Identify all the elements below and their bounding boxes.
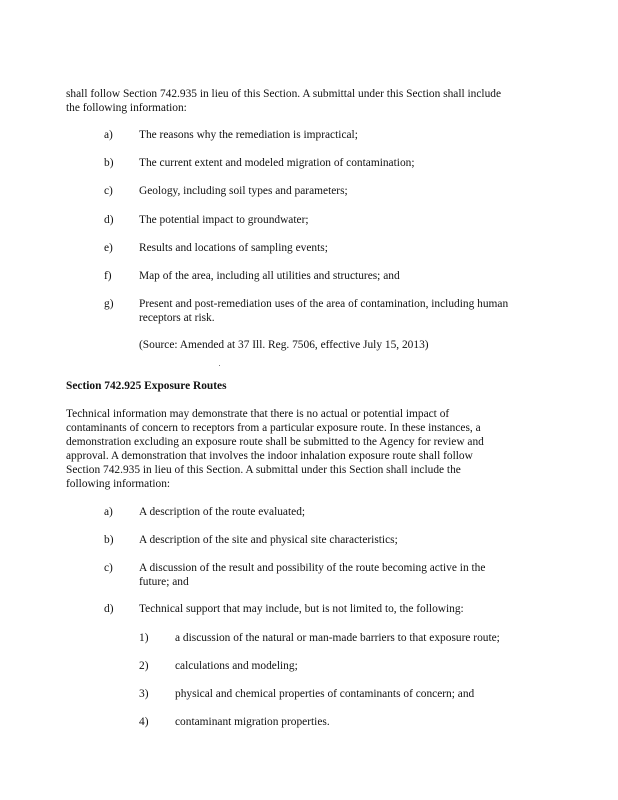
list-label: g) [104,298,114,310]
sublist-label: 1) [139,632,149,644]
sublist-text: contaminant migration properties. [175,716,330,728]
list-label: c) [104,185,113,197]
intro-line-1: shall follow Section 742.935 in lieu of this Section. A submittal under this Section shall include [66,88,502,100]
source-note: (Source: Amended at 37 Ill. Reg. 7506, effective July 15, 2013) [139,339,429,351]
list-label: a) [104,129,113,141]
list-label: d) [104,603,114,615]
list-label: b) [104,157,114,169]
list-label: e) [104,242,113,254]
list-text: Geology, including soil types and parameters; [139,185,348,197]
list-text: A description of the route evaluated; [139,506,306,518]
sublist-label: 4) [139,716,149,728]
list-text: A description of the site and physical site characteristics; [139,534,398,546]
list-text: The current extent and modeled migration of contamination; [139,157,415,169]
intro-line-2: the following information: [66,102,187,114]
list-text: Present and post-remediation uses of the area of contamination, including human receptors at risk. [139,298,509,324]
para-line-5: Section 742.935 in lieu of this Section. A submittal under this Section shall include the [66,464,461,476]
para-line-4: approval. A demonstration that involves the indoor inhalation exposure route shall follow [66,450,473,462]
list-text: The potential impact to groundwater; [139,214,309,226]
list-text: Technical support that may include, but is not limited to, the following: [139,603,464,615]
section-heading: Section 742.925 Exposure Routes [66,380,227,392]
list-label: f) [104,270,112,282]
list-label: c) [104,562,113,574]
para-line-3: demonstration excluding an exposure route shall be submitted to the Agency for review and [66,436,484,448]
list-text: Results and locations of sampling events; [139,242,328,254]
para-line-1: Technical information may demonstrate that there is no actual or potential impact of [66,408,450,420]
list-text: A discussion of the result and possibility of the route becoming active in the future; and [139,562,486,588]
list-text: Map of the area, including all utilities and structures; and [139,270,400,282]
para-line-2: contaminants of concern to receptors from a particular exposure route. In these instances, a [66,422,481,434]
sublist-label: 2) [139,660,149,672]
sublist-label: 3) [139,688,149,700]
stray-mark [219,365,220,366]
sublist-text: physical and chemical properties of contaminants of concern; and [175,688,475,700]
list-text: The reasons why the remediation is impractical; [139,129,358,141]
section-paragraph [66,407,546,491]
list-label: b) [104,534,114,546]
list-label: d) [104,214,114,226]
sublist-text: a discussion of the natural or man-made barriers to that exposure route; [175,632,500,644]
sublist-text: calculations and modeling; [175,660,298,672]
para-line-6: following information: [66,478,171,490]
list-label: a) [104,506,113,518]
intro-paragraph [66,87,546,115]
